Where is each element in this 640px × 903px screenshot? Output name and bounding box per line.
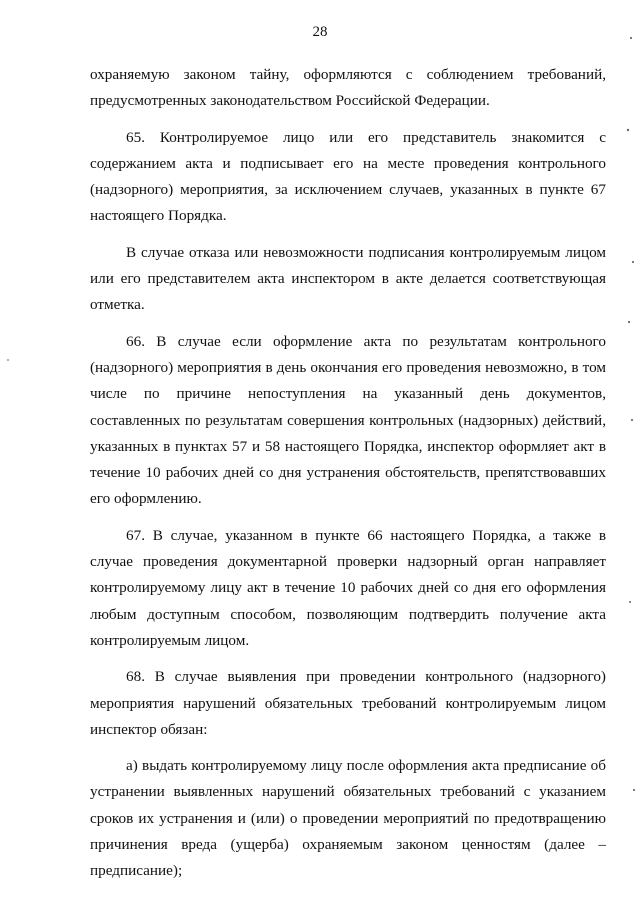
- paragraph-65-refusal: В случае отказа или невозможности подписания контролируемым лицом или его представителем акта инспектором в акте делается соответствующая отметка.: [90, 243, 606, 314]
- paragraph-67: 67. В случае, указанном в пункте 66 настоящего Порядка, а также в случае проведения документарной проверки надзорный орган направляет контролируемому лицу акт в течение 10 рабочих дней со дня его оформления любым доступным способом, позволяющим подтвердить получение акта контролируемым лицом.: [90, 526, 606, 649]
- paragraph-66: 66. В случае если оформление акта по результатам контрольного (надзорного) мероприятия в день окончания его проведения невозможно, в том числе по причине непоступления на указанный день документов, составленных по результатам совершения контрольных (надзорных) действий, указанных в пунктах 57 и 58 настоящего Порядка, инспектор оформляет акт в течение 10 рабочих дней со дня устранения обстоятельств, препятствовавших его оформлению.: [90, 332, 606, 508]
- document-body: [90, 62, 606, 895]
- scan-speck: [629, 601, 631, 603]
- scan-speck: [7, 359, 9, 361]
- scan-speck: [627, 129, 629, 131]
- scan-speck: [631, 419, 633, 421]
- paragraph-continuation: охраняемую законом тайну, оформляются с соблюдением требований, предусмотренных законодательством Российской Федерации.: [90, 66, 606, 110]
- paragraph-68: 68. В случае выявления при проведении контрольного (надзорного) мероприятия нарушений обязательных требований контролируемым лицом инспектор обязан:: [90, 668, 606, 738]
- page-number: 28: [312, 24, 328, 40]
- scan-speck: [628, 321, 630, 323]
- paragraph-65: 65. Контролируемое лицо или его представитель знакомится с содержанием акта и подписывает его на месте проведения контрольного (надзорного) мероприятия, за исключением случаев, указанных в пункте 67 настоящего Порядка.: [90, 128, 606, 225]
- paragraph-68-a: а) выдать контролируемому лицу после оформления акта предписание об устранении выявленных нарушений обязательных требований с указанием сроков их устранения и (или) о проведении мероприятий по предотвращению причинения вреда (ущерба) охраняемым законом ценностям (далее – предписание);: [90, 757, 606, 880]
- scan-speck: [632, 261, 634, 263]
- scan-speck: [633, 789, 635, 791]
